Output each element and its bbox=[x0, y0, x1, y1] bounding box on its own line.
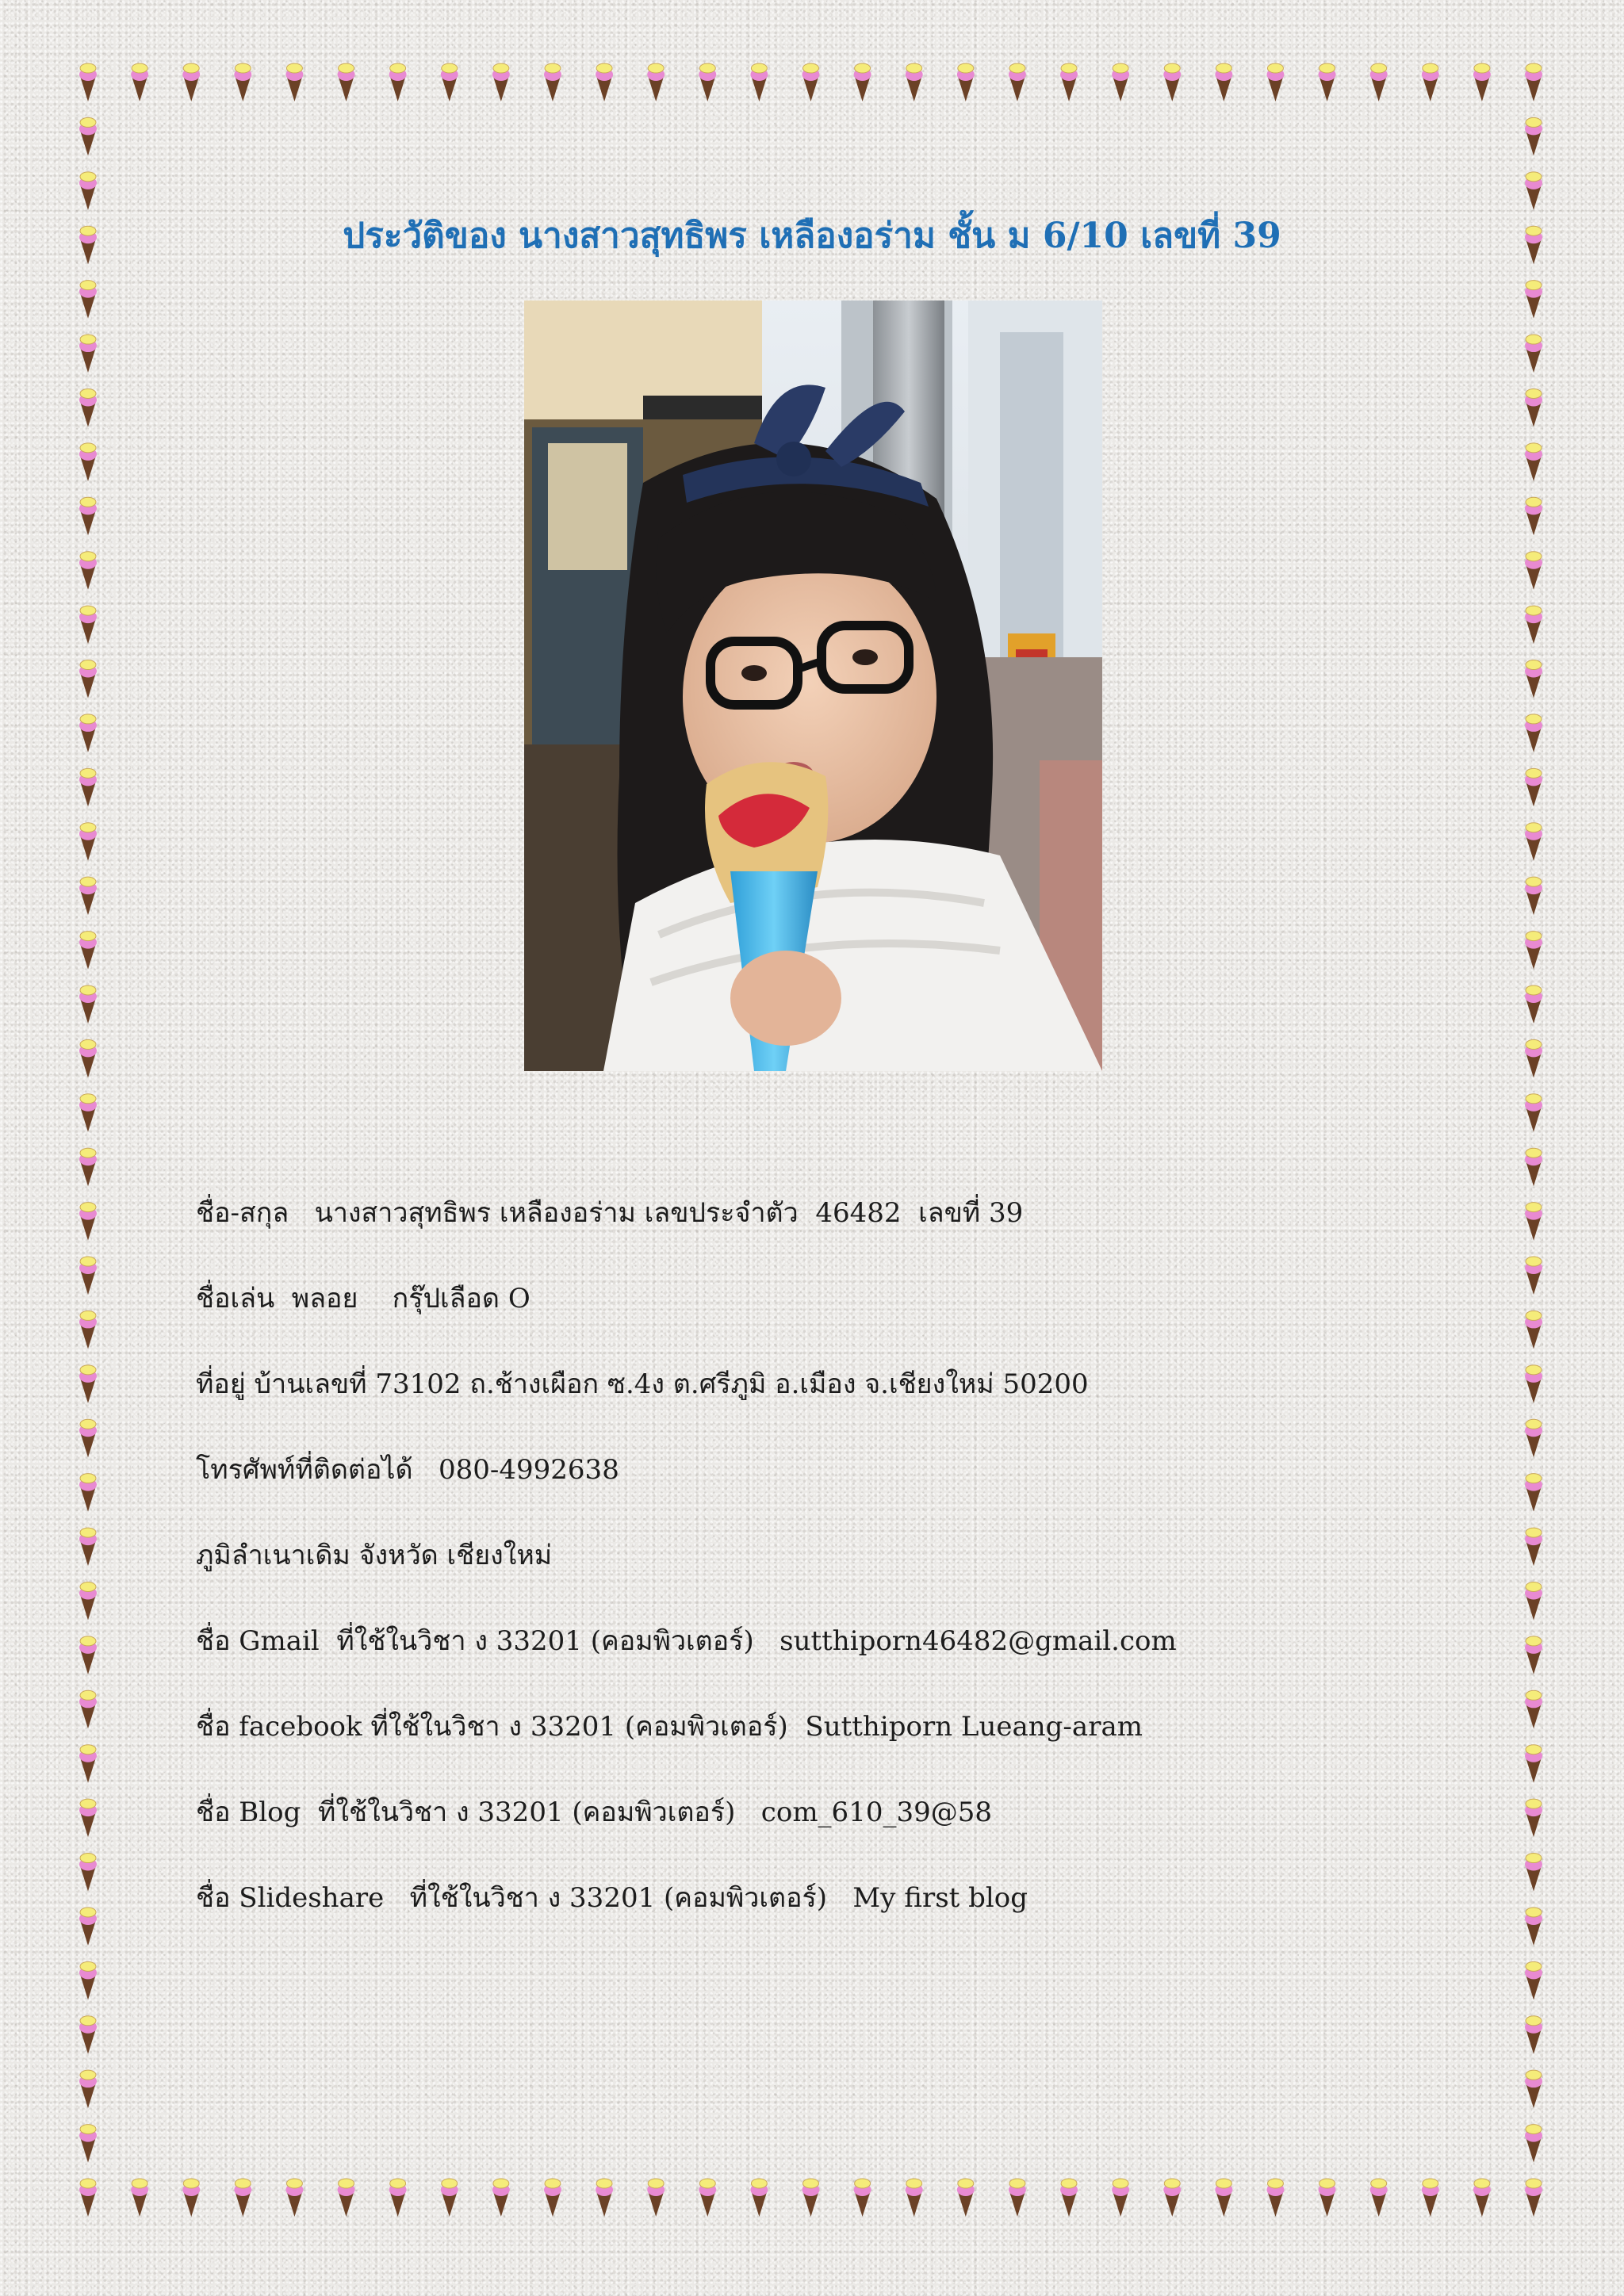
ice-cream-cone-icon bbox=[1525, 1094, 1542, 1132]
info-name: ชื่อ-สกุล นางสาวสุทธิพร เหลืองอร่าม เลขประจำตัว 46482 เลขที่ 39 bbox=[196, 1197, 1024, 1229]
ice-cream-cone-icon bbox=[79, 1690, 97, 1728]
ice-cream-cone-icon bbox=[1525, 2125, 1542, 2163]
ice-cream-cone-icon bbox=[802, 2179, 820, 2217]
ice-cream-cone-icon bbox=[647, 63, 665, 101]
ice-cream-cone-icon bbox=[1473, 2179, 1491, 2217]
ice-cream-cone-icon bbox=[1473, 63, 1491, 101]
ice-cream-cone-icon bbox=[802, 63, 820, 101]
ice-cream-cone-icon bbox=[79, 932, 97, 970]
info-hometown: ภูมิลำเนาเดิม จังหวัด เชียงใหม่ bbox=[196, 1540, 553, 1571]
ice-cream-cone-icon bbox=[1319, 2179, 1336, 2217]
ice-cream-cone-icon bbox=[1525, 606, 1542, 644]
ice-cream-cone-icon bbox=[957, 63, 975, 101]
ice-cream-cone-icon bbox=[79, 1148, 97, 1186]
ice-cream-cone-icon bbox=[1525, 443, 1542, 481]
ice-cream-cone-icon bbox=[1525, 63, 1542, 101]
ice-cream-cone-icon bbox=[1370, 2179, 1388, 2217]
ice-cream-cone-icon bbox=[1525, 388, 1542, 427]
ice-cream-cone-icon bbox=[79, 1961, 97, 1999]
ice-cream-cone-icon bbox=[1009, 2179, 1026, 2217]
ice-cream-cone-icon bbox=[389, 2179, 407, 2217]
ice-cream-cone-icon bbox=[1112, 2179, 1129, 2217]
ice-cream-cone-icon bbox=[285, 2179, 303, 2217]
ice-cream-cone-icon bbox=[492, 63, 510, 101]
ice-cream-cone-icon bbox=[1525, 552, 1542, 590]
info-facebook: ชื่อ facebook ที่ใช้ในวิชา ง 33201 (คอมพิวเตอร์) Sutthiporn Lueang-aram bbox=[196, 1711, 1143, 1743]
ice-cream-cone-icon bbox=[1525, 2016, 1542, 2054]
ice-cream-cone-icon bbox=[79, 117, 97, 155]
ice-cream-cone-icon bbox=[79, 1745, 97, 1783]
ice-cream-cone-icon bbox=[79, 443, 97, 481]
ice-cream-cone-icon bbox=[234, 2179, 251, 2217]
ice-cream-cone-icon bbox=[79, 552, 97, 590]
ice-cream-cone-icon bbox=[1370, 63, 1388, 101]
info-address: ที่อยู่ บ้านเลขที่ 73102 ถ.ช้างเผือก ซ.4ง ต.ศรีภูมิ อ.เมือง จ.เชียงใหม่ 50200 bbox=[196, 1368, 1089, 1400]
ice-cream-cone-icon bbox=[1525, 1039, 1542, 1077]
ice-cream-cone-icon bbox=[79, 1474, 97, 1512]
ice-cream-cone-icon bbox=[1060, 63, 1078, 101]
ice-cream-cone-icon bbox=[906, 63, 923, 101]
ice-cream-cone-icon bbox=[1215, 2179, 1232, 2217]
ice-cream-cone-icon bbox=[79, 63, 97, 101]
ice-cream-cone-icon bbox=[1422, 63, 1439, 101]
ice-cream-cone-icon bbox=[79, 2125, 97, 2163]
ice-cream-cone-icon bbox=[338, 2179, 355, 2217]
ice-cream-cone-icon bbox=[544, 63, 561, 101]
ice-cream-cone-icon bbox=[79, 1908, 97, 1946]
ice-cream-cone-icon bbox=[906, 2179, 923, 2217]
ice-cream-cone-icon bbox=[131, 63, 148, 101]
ice-cream-cone-icon bbox=[1009, 63, 1026, 101]
ice-cream-cone-icon bbox=[647, 2179, 665, 2217]
ice-cream-cone-icon bbox=[79, 1094, 97, 1132]
ice-cream-cone-icon bbox=[1060, 2179, 1078, 2217]
ice-cream-cone-icon bbox=[1525, 768, 1542, 806]
ice-cream-cone-icon bbox=[338, 63, 355, 101]
ice-cream-cone-icon bbox=[79, 660, 97, 698]
ice-cream-cone-icon bbox=[854, 2179, 871, 2217]
ice-cream-cone-icon bbox=[1525, 877, 1542, 915]
page-title: ประวัติของ นางสาวสุทธิพร เหลืองอร่าม ชั้น ม 6/10 เลขที่ 39 bbox=[343, 216, 1281, 256]
ice-cream-cone-icon bbox=[79, 985, 97, 1024]
biography-list bbox=[196, 1189, 1544, 1960]
ice-cream-cone-icon bbox=[750, 63, 768, 101]
ice-cream-cone-icon bbox=[1163, 63, 1181, 101]
ice-cream-cone-icon bbox=[79, 606, 97, 644]
ice-cream-cone-icon bbox=[79, 497, 97, 535]
ice-cream-cone-icon bbox=[1422, 2179, 1439, 2217]
info-nickname: ชื่อเล่น พลอย กรุ๊ปเลือด O bbox=[196, 1283, 530, 1314]
ice-cream-cone-icon bbox=[1525, 172, 1542, 210]
ice-cream-cone-icon bbox=[854, 63, 871, 101]
ice-cream-cone-icon bbox=[79, 2070, 97, 2108]
ice-cream-cone-icon bbox=[1525, 2070, 1542, 2108]
ice-cream-cone-icon bbox=[492, 2179, 510, 2217]
ice-cream-cone-icon bbox=[1266, 63, 1284, 101]
ice-cream-cone-icon bbox=[1525, 932, 1542, 970]
ice-cream-cone-icon bbox=[131, 2179, 148, 2217]
ice-cream-cone-icon bbox=[1525, 497, 1542, 535]
ice-cream-cone-icon bbox=[699, 63, 716, 101]
ice-cream-cone-icon bbox=[1525, 823, 1542, 861]
ice-cream-cone-icon bbox=[79, 172, 97, 210]
ice-cream-cone-icon bbox=[79, 768, 97, 806]
info-gmail: ชื่อ Gmail ที่ใช้ในวิชา ง 33201 (คอมพิวเตอร์) sutthiporn46482@gmail.com bbox=[196, 1625, 1177, 1657]
ice-cream-cone-icon bbox=[1215, 63, 1232, 101]
ice-cream-cone-icon bbox=[1525, 714, 1542, 752]
portrait-photo bbox=[524, 300, 1102, 1071]
ice-cream-cone-icon bbox=[1319, 63, 1336, 101]
ice-cream-cone-icon bbox=[1266, 2179, 1284, 2217]
ice-cream-cone-icon bbox=[234, 63, 251, 101]
info-blog: ชื่อ Blog ที่ใช้ในวิชา ง 33201 (คอมพิวเตอร์) com_610_39@58 bbox=[196, 1797, 992, 1828]
ice-cream-cone-icon bbox=[79, 2179, 97, 2217]
ice-cream-cone-icon bbox=[1163, 2179, 1181, 2217]
ice-cream-cone-icon bbox=[79, 1203, 97, 1241]
ice-cream-cone-icon bbox=[1112, 63, 1129, 101]
ice-cream-cone-icon bbox=[79, 714, 97, 752]
ice-cream-cone-icon bbox=[79, 877, 97, 915]
ice-cream-cone-icon bbox=[79, 1854, 97, 1892]
ice-cream-cone-icon bbox=[79, 2016, 97, 2054]
ice-cream-cone-icon bbox=[1525, 281, 1542, 319]
ice-cream-cone-icon bbox=[182, 63, 200, 101]
ice-cream-cone-icon bbox=[79, 1636, 97, 1674]
ice-cream-cone-icon bbox=[441, 63, 458, 101]
info-slideshare: ชื่อ Slideshare ที่ใช้ในวิชา ง 33201 (คอมพิวเตอร์) My first blog bbox=[196, 1882, 1028, 1914]
ice-cream-cone-icon bbox=[79, 1528, 97, 1566]
ice-cream-cone-icon bbox=[79, 1311, 97, 1349]
ice-cream-cone-icon bbox=[79, 823, 97, 861]
ice-cream-cone-icon bbox=[596, 2179, 613, 2217]
ice-cream-cone-icon bbox=[79, 1582, 97, 1620]
ice-cream-cone-icon bbox=[389, 63, 407, 101]
ice-cream-cone-icon bbox=[182, 2179, 200, 2217]
ice-cream-cone-icon bbox=[1525, 1148, 1542, 1186]
ice-cream-cone-icon bbox=[79, 1257, 97, 1295]
ice-cream-cone-icon bbox=[1525, 1961, 1542, 1999]
ice-cream-cone-icon bbox=[79, 1039, 97, 1077]
ice-cream-cone-icon bbox=[699, 2179, 716, 2217]
ice-cream-cone-icon bbox=[1525, 660, 1542, 698]
ice-cream-cone-icon bbox=[79, 1365, 97, 1403]
ice-cream-cone-icon bbox=[1525, 2179, 1542, 2217]
ice-cream-cone-icon bbox=[957, 2179, 975, 2217]
ice-cream-cone-icon bbox=[544, 2179, 561, 2217]
ice-cream-cone-icon bbox=[285, 63, 303, 101]
ice-cream-cone-icon bbox=[1525, 117, 1542, 155]
ice-cream-cone-icon bbox=[1525, 985, 1542, 1024]
ice-cream-cone-icon bbox=[750, 2179, 768, 2217]
ice-cream-cone-icon bbox=[596, 63, 613, 101]
ice-cream-cone-icon bbox=[441, 2179, 458, 2217]
ice-cream-cone-icon bbox=[79, 335, 97, 373]
ice-cream-cone-icon bbox=[79, 388, 97, 427]
ice-cream-cone-icon bbox=[79, 1419, 97, 1457]
ice-cream-cone-icon bbox=[79, 1799, 97, 1837]
ice-cream-cone-icon bbox=[79, 281, 97, 319]
ice-cream-cone-icon bbox=[1525, 335, 1542, 373]
info-phone: โทรศัพท์ที่ติดต่อได้ 080-4992638 bbox=[196, 1454, 619, 1486]
